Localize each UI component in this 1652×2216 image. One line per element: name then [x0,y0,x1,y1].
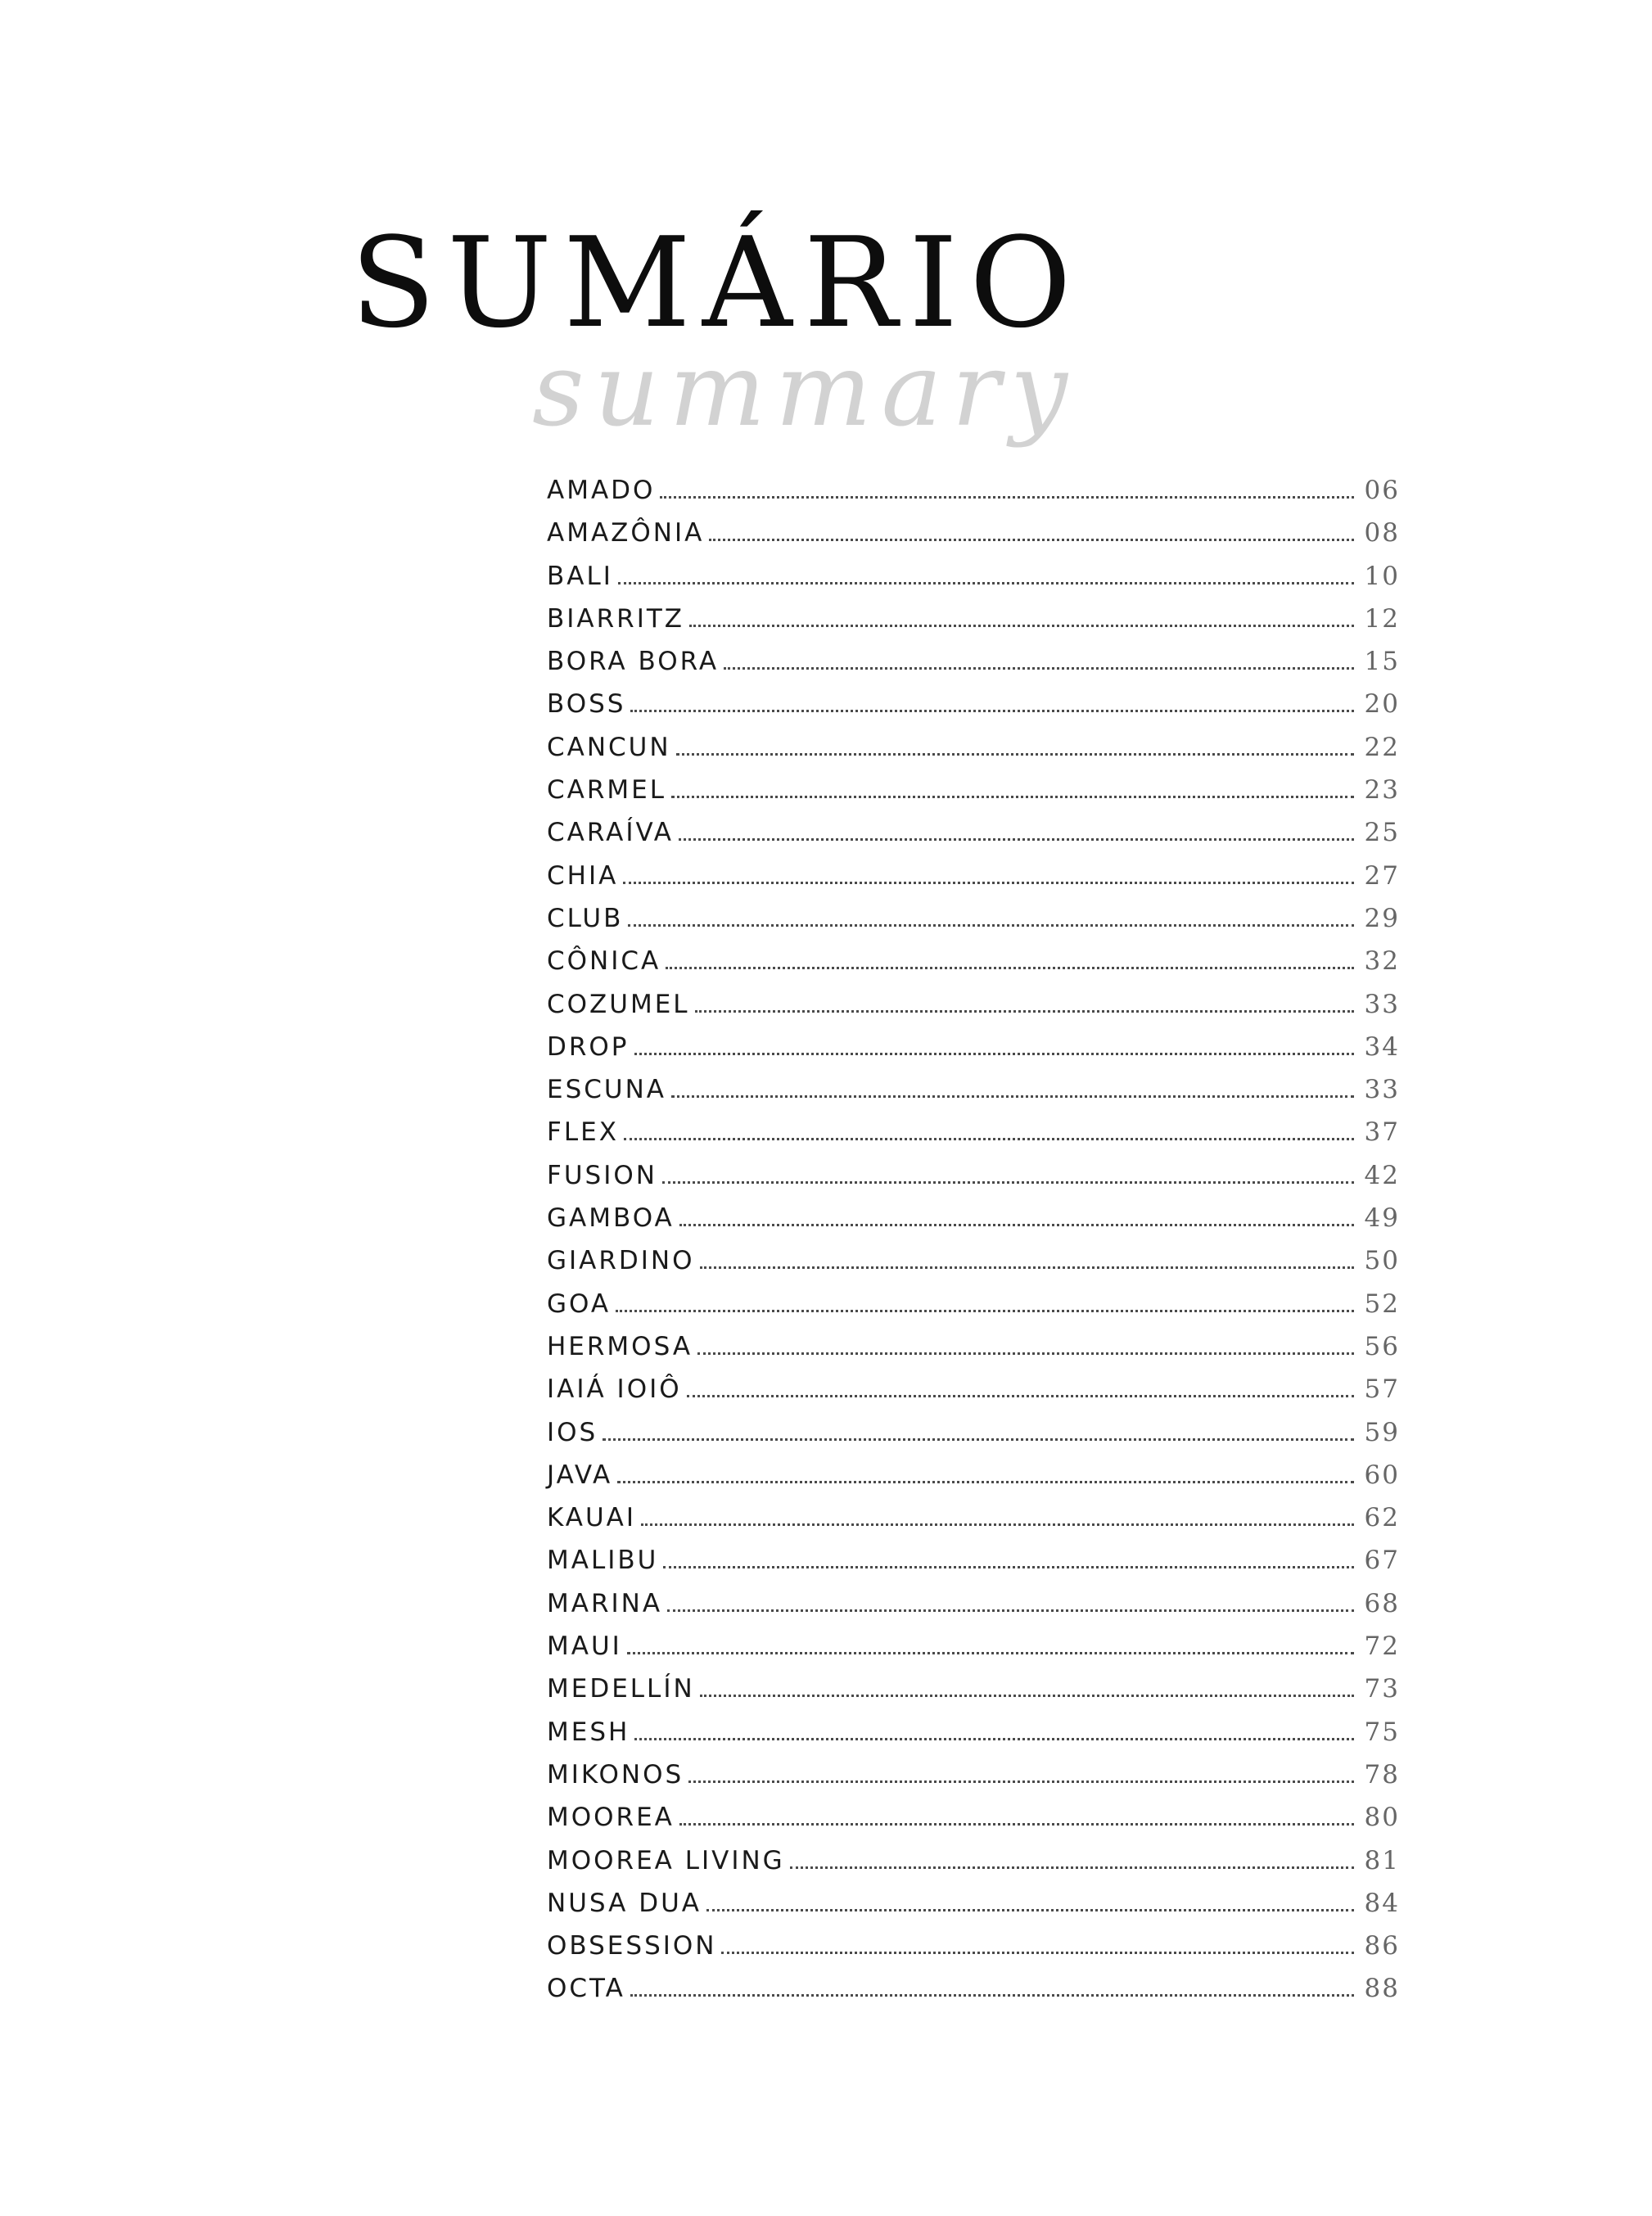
page-title: SUMÁRIO [350,210,1083,355]
toc-entry[interactable] [547,775,1400,818]
toc-entry-title: AMAZÔNIA [547,518,705,548]
dot-leader [687,1395,1354,1397]
dot-leader [660,496,1354,499]
toc-entry-title: BORA BORA [547,647,720,677]
toc-entry-title: COZUMEL [547,989,690,1019]
toc-entry-page-number: 59 [1364,1417,1400,1447]
toc-entry-page-number: 57 [1364,1374,1400,1405]
dot-leader [676,753,1354,756]
dot-leader [634,1053,1354,1055]
dot-leader [724,667,1354,670]
toc-entry[interactable] [547,1418,1400,1460]
toc-entry[interactable] [547,518,1400,561]
toc-entry-title: MEDELLÍN [547,1674,695,1704]
toc-entry[interactable] [547,861,1400,904]
toc-entry-title: BALI [547,561,613,591]
toc-entry[interactable] [547,946,1400,989]
toc-entry[interactable] [547,1889,1400,1931]
dot-leader [790,1866,1354,1869]
toc-entry-title: GOA [547,1289,612,1319]
toc-entry[interactable] [547,1589,1400,1632]
dot-leader [662,1181,1354,1184]
toc-entry-page-number: 52 [1364,1289,1400,1319]
toc-entry-title: JAVA [547,1460,613,1490]
toc-entry[interactable] [547,1803,1400,1845]
toc-entry[interactable] [547,1332,1400,1374]
toc-entry-page-number: 62 [1364,1503,1400,1533]
toc-entry-page-number: 86 [1364,1931,1400,1961]
toc-entry-page-number: 78 [1364,1759,1400,1789]
toc-entry-page-number: 33 [1364,989,1400,1019]
dot-leader [663,1566,1354,1568]
toc-entry-page-number: 49 [1364,1203,1400,1234]
dot-leader [666,967,1354,969]
dot-leader [709,539,1354,541]
dot-leader [679,838,1354,841]
dot-leader [630,1994,1354,1997]
toc-entry[interactable] [547,1632,1400,1674]
table-of-contents [547,476,1400,2017]
toc-entry-title: CARAÍVA [547,818,674,848]
toc-entry-title: MESH [547,1717,630,1747]
toc-entry[interactable] [547,1075,1400,1117]
dot-leader [679,1224,1354,1226]
toc-entry-title: IAIÁ IOIÔ [547,1374,682,1405]
toc-entry-page-number: 67 [1364,1546,1400,1576]
toc-entry[interactable] [547,1760,1400,1803]
toc-entry[interactable] [547,1161,1400,1203]
toc-entry[interactable] [547,1674,1400,1717]
toc-entry[interactable] [547,1974,1400,2016]
toc-entry-page-number: 42 [1364,1160,1400,1190]
toc-entry-page-number: 10 [1364,561,1400,591]
dot-leader [679,1823,1354,1826]
dot-leader [688,1780,1354,1783]
toc-entry-page-number: 23 [1364,775,1400,806]
toc-entry-title: HERMOSA [547,1331,693,1361]
dot-leader [634,1738,1354,1740]
toc-entry-page-number: 37 [1364,1117,1400,1148]
toc-entry-title: BIARRITZ [547,603,685,634]
toc-entry-title: GIARDINO [547,1246,695,1276]
dot-leader [667,1609,1354,1612]
toc-entry[interactable] [547,733,1400,775]
toc-entry-title: DROP [547,1031,630,1062]
toc-entry-title: MAUI [547,1632,622,1662]
dot-leader [721,1952,1354,1954]
toc-entry-title: CANCUN [547,732,671,762]
toc-entry[interactable] [547,1846,1400,1889]
toc-entry[interactable] [547,604,1400,647]
toc-entry-page-number: 84 [1364,1888,1400,1918]
dot-leader [671,1095,1354,1098]
page-subtitle: summary [532,332,1077,449]
toc-entry-page-number: 73 [1364,1674,1400,1704]
toc-entry-title: MIKONOS [547,1759,684,1789]
toc-entry[interactable] [547,1931,1400,1974]
toc-entry-page-number: 20 [1364,689,1400,720]
toc-entry[interactable] [547,904,1400,946]
toc-entry-page-number: 88 [1364,1974,1400,2004]
toc-entry[interactable] [547,1203,1400,1246]
toc-entry-title: CARMEL [547,775,666,806]
dot-leader [630,710,1354,712]
toc-entry-page-number: 32 [1364,946,1400,977]
dot-leader [618,582,1354,584]
dot-leader [603,1438,1354,1441]
toc-entry-title: CÔNICA [547,946,661,977]
toc-entry[interactable] [547,990,1400,1032]
toc-entry-page-number: 50 [1364,1246,1400,1276]
toc-entry-title: NUSA DUA [547,1888,702,1918]
toc-entry-page-number: 75 [1364,1717,1400,1747]
dot-leader [671,796,1354,798]
toc-entry[interactable] [547,1246,1400,1289]
toc-entry-title: MARINA [547,1588,663,1618]
dot-leader [641,1523,1354,1526]
toc-entry-title: FLEX [547,1117,619,1148]
toc-entry-page-number: 60 [1364,1460,1400,1490]
dot-leader [617,1481,1354,1483]
toc-entry-page-number: 22 [1364,732,1400,762]
toc-entry-page-number: 33 [1364,1075,1400,1105]
dot-leader [627,1652,1354,1654]
toc-entry-page-number: 72 [1364,1632,1400,1662]
toc-entry[interactable] [547,1717,1400,1760]
toc-entry[interactable] [547,1289,1400,1332]
toc-entry-page-number: 80 [1364,1803,1400,1833]
toc-entry[interactable] [547,476,1400,518]
toc-entry[interactable] [547,818,1400,860]
toc-entry-page-number: 68 [1364,1588,1400,1618]
dot-leader [697,1352,1354,1355]
dot-leader [695,1010,1354,1013]
toc-entry-title: BOSS [547,689,626,720]
toc-entry-page-number: 29 [1364,903,1400,933]
toc-entry[interactable] [547,1032,1400,1075]
toc-entry-page-number: 08 [1364,518,1400,548]
toc-entry-page-number: 15 [1364,647,1400,677]
toc-entry[interactable] [547,647,1400,689]
dot-leader [628,924,1354,927]
dot-leader [700,1695,1354,1697]
toc-entry-title: IOS [547,1417,598,1447]
toc-entry[interactable] [547,1374,1400,1417]
toc-entry-page-number: 25 [1364,818,1400,848]
toc-entry-page-number: 27 [1364,860,1400,891]
toc-entry[interactable] [547,1546,1400,1588]
dot-leader [623,882,1354,884]
toc-entry-title: FUSION [547,1160,657,1190]
dot-leader [700,1266,1354,1269]
toc-entry-title: ESCUNA [547,1075,666,1105]
toc-entry-title: CLUB [547,903,624,933]
toc-entry-title: MOOREA LIVING [547,1845,785,1875]
toc-entry-title: CHIA [547,860,619,891]
toc-entry-title: MOOREA [547,1803,675,1833]
toc-entry-page-number: 06 [1364,476,1400,505]
toc-entry-page-number: 56 [1364,1331,1400,1361]
toc-entry[interactable] [547,1117,1400,1160]
toc-entry[interactable] [547,1503,1400,1546]
toc-entry-page-number: 34 [1364,1031,1400,1062]
dot-leader [616,1310,1354,1312]
toc-entry-title: OBSESSION [547,1931,717,1961]
toc-entry-page-number: 12 [1364,603,1400,634]
toc-entry[interactable] [547,689,1400,732]
dot-leader [689,625,1354,627]
toc-entry-title: AMADO [547,476,656,505]
toc-entry-title: KAUAI [547,1503,637,1533]
dot-leader [706,1909,1354,1911]
toc-entry-title: GAMBOA [547,1203,675,1234]
dot-leader [624,1138,1354,1140]
toc-entry-title: MALIBU [547,1546,659,1576]
toc-entry[interactable] [547,1460,1400,1503]
toc-entry-page-number: 81 [1364,1845,1400,1875]
toc-entry[interactable] [547,562,1400,604]
toc-entry-title: OCTA [547,1974,625,2004]
